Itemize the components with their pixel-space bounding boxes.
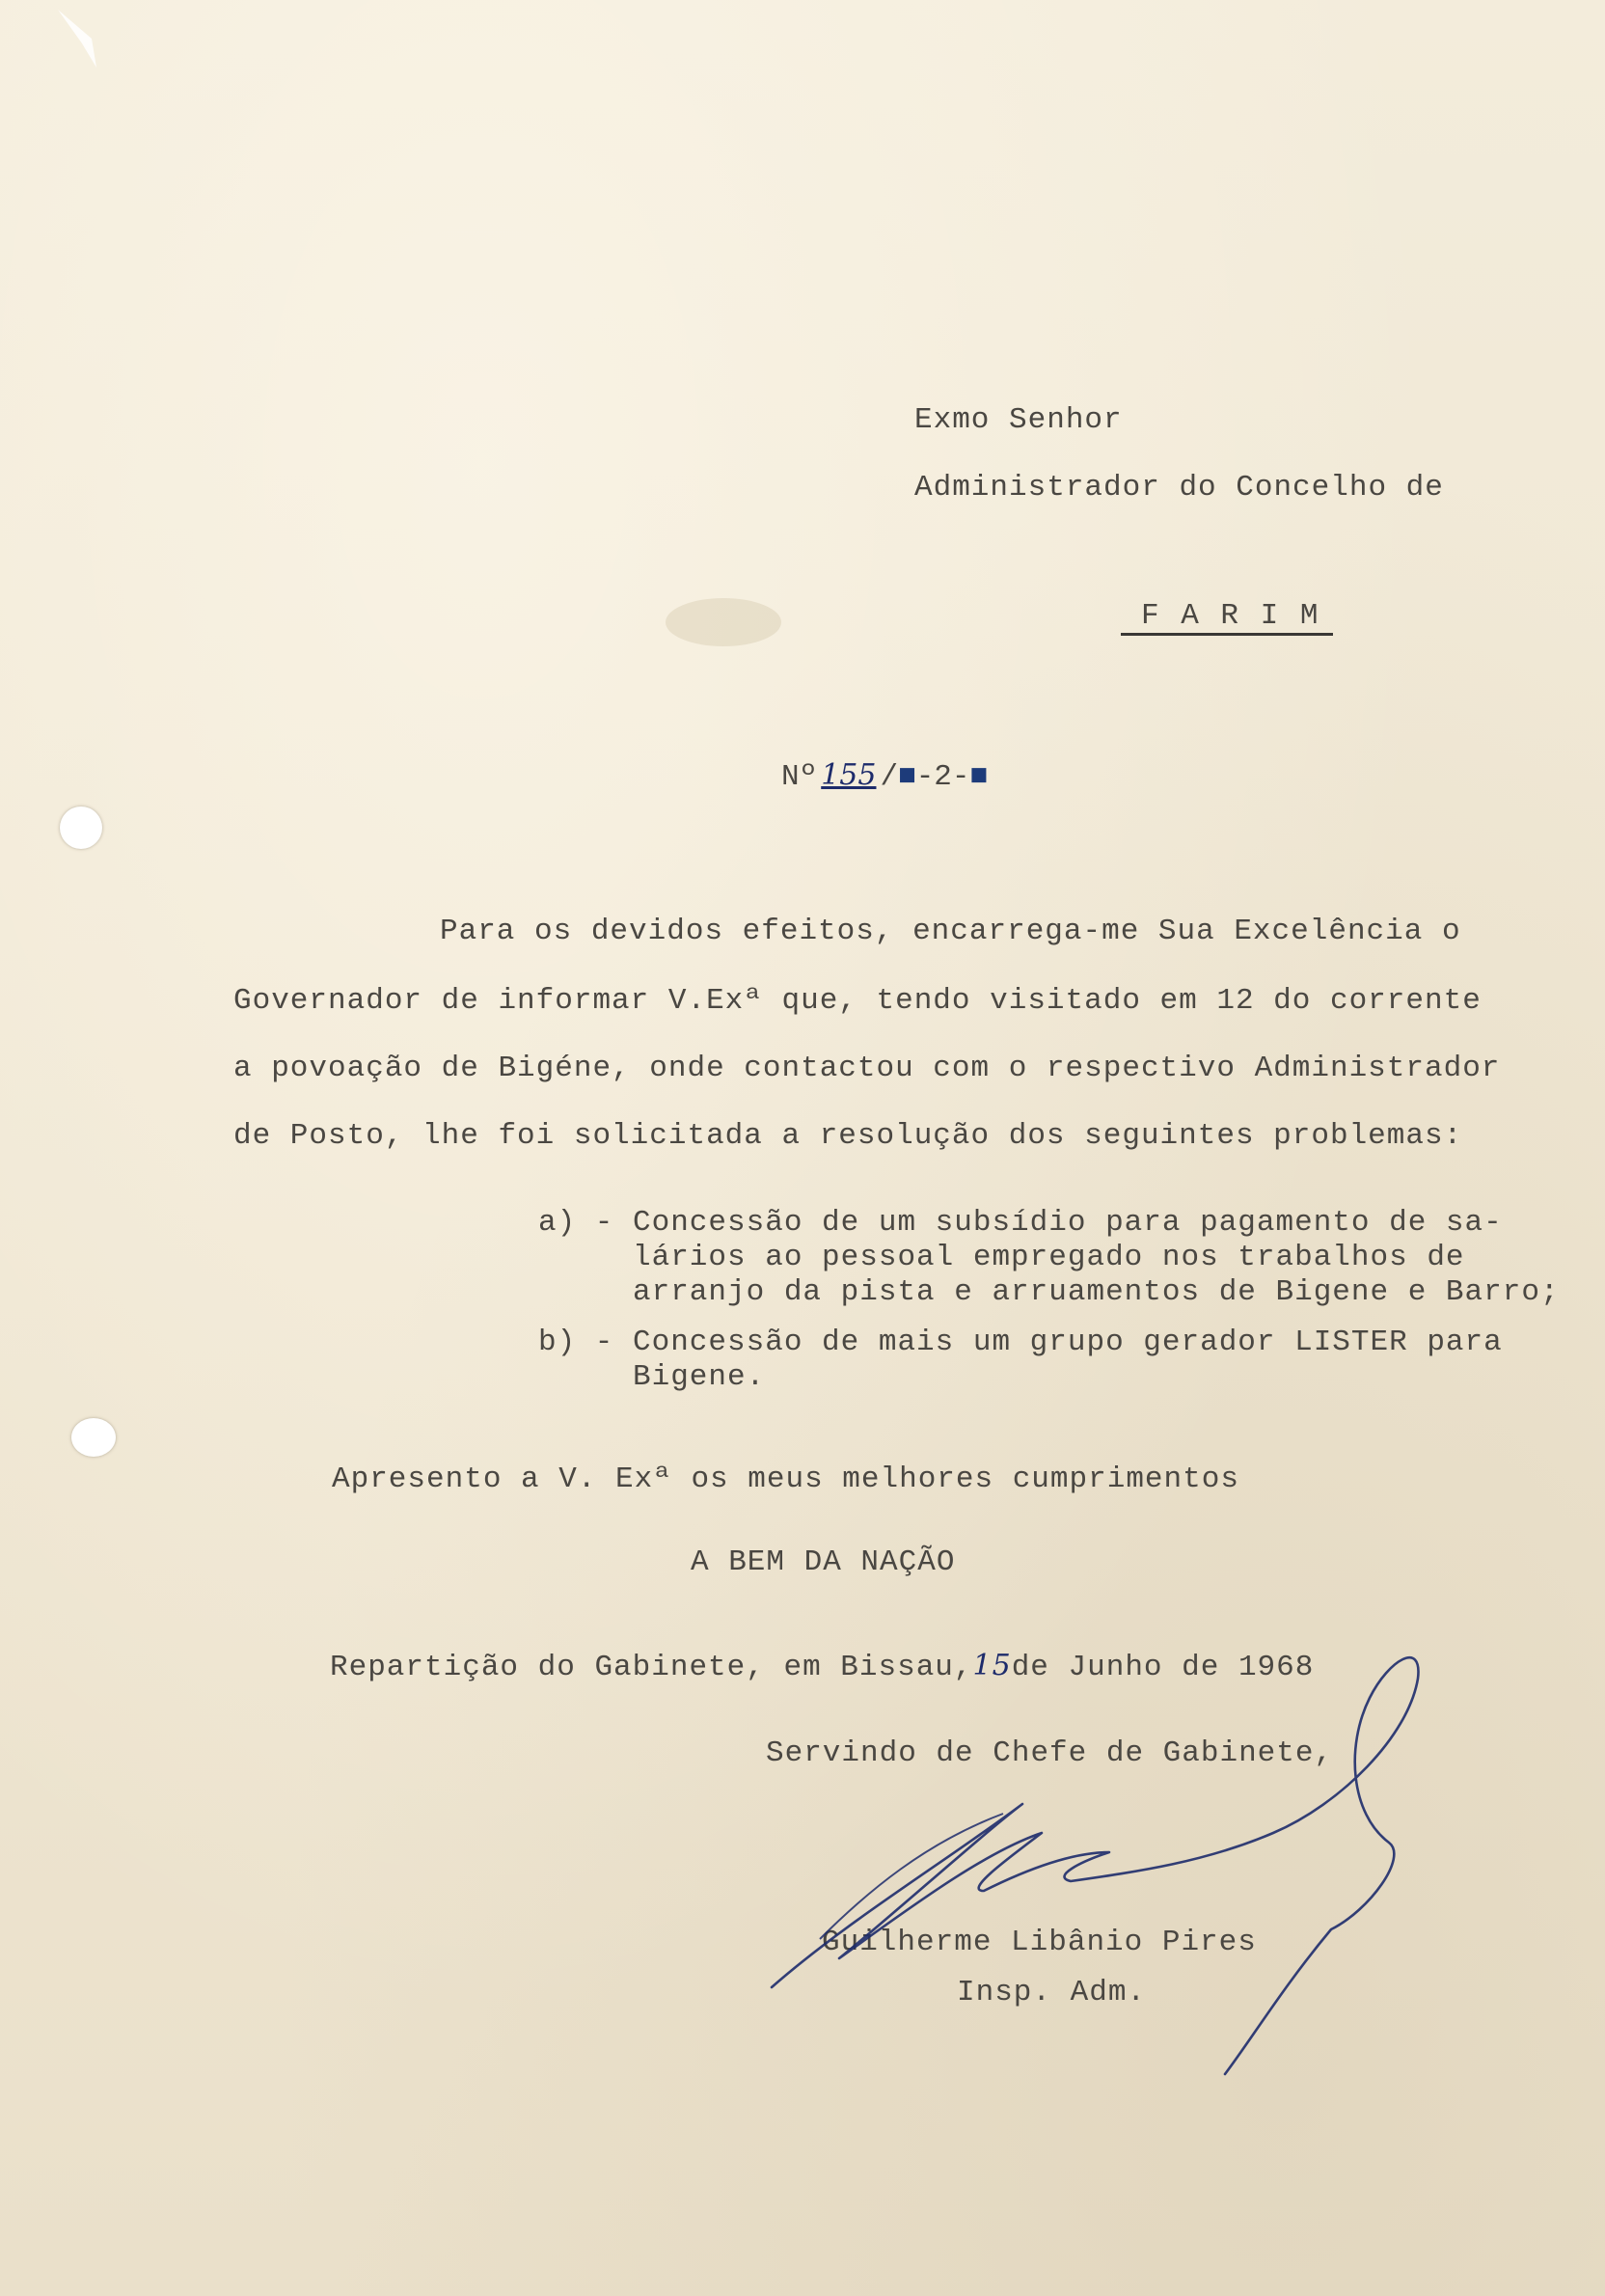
signatory-title: Insp. Adm. <box>957 1976 1147 2009</box>
reference-handwritten-number: 155 <box>821 758 877 792</box>
closing-role: Servindo de Chefe de Gabinete, <box>766 1736 1334 1770</box>
signatory-name: Guilherme Libânio Pires <box>822 1926 1257 1959</box>
place-date <box>330 1649 1315 1684</box>
reference-prefix: Nº <box>781 760 818 794</box>
closing-motto: A BEM DA NAÇÃO <box>691 1545 956 1579</box>
body-line-3: a povoação de Bigéne, onde contactou com o respectivo Administrador <box>233 1052 1501 1085</box>
body-line-1: Para os devidos efeitos, encarrega-me Sua Excelência o <box>440 915 1461 948</box>
reference-mid: -2- <box>915 760 970 794</box>
reference-stamp-right-icon: ■ <box>969 760 989 794</box>
punch-hole-bottom <box>71 1418 116 1457</box>
place-date-prefix: Repartição do Gabinete, em Bissau, <box>330 1651 973 1684</box>
paper-stain <box>666 598 781 646</box>
item-a-label: a) - <box>538 1206 614 1240</box>
item-a-line-2: lários ao pessoal empregado nos trabalhos de <box>633 1241 1465 1274</box>
addressee-salutation: Exmo Senhor <box>914 403 1123 437</box>
item-b-line-2: Bigene. <box>633 1360 766 1394</box>
item-a-line-1: Concessão de um subsídio para pagamento de sa- <box>633 1206 1503 1240</box>
place-date-suffix: de Junho de 1968 <box>1011 1651 1315 1684</box>
closing-greeting: Apresento a V. Exª os meus melhores cumprimentos <box>332 1462 1239 1496</box>
body-line-2: Governador de informar V.Exª que, tendo visitado em 12 do corrente <box>233 984 1482 1018</box>
punch-hole-top <box>60 806 102 849</box>
torn-corner-mark <box>39 0 154 116</box>
place-date-handwritten-day: 15 <box>972 1649 1012 1682</box>
reference-slash: / <box>880 760 899 794</box>
body-line-4: de Posto, lhe foi solicitada a resolução dos seguintes problemas: <box>233 1119 1463 1153</box>
addressee-place: F A R I M <box>1141 599 1320 633</box>
item-b-label: b) - <box>538 1326 614 1359</box>
addressee-place-underline <box>1121 633 1333 636</box>
reference-stamp-left-icon: ■ <box>898 760 916 794</box>
addressee-title: Administrador do Concelho de <box>914 471 1444 505</box>
reference-number <box>781 758 988 794</box>
item-a-line-3: arranjo da pista e arruamentos de Bigene e Barro; <box>633 1275 1560 1309</box>
item-b-line-1: Concessão de mais um grupo gerador LISTER para <box>633 1326 1503 1359</box>
